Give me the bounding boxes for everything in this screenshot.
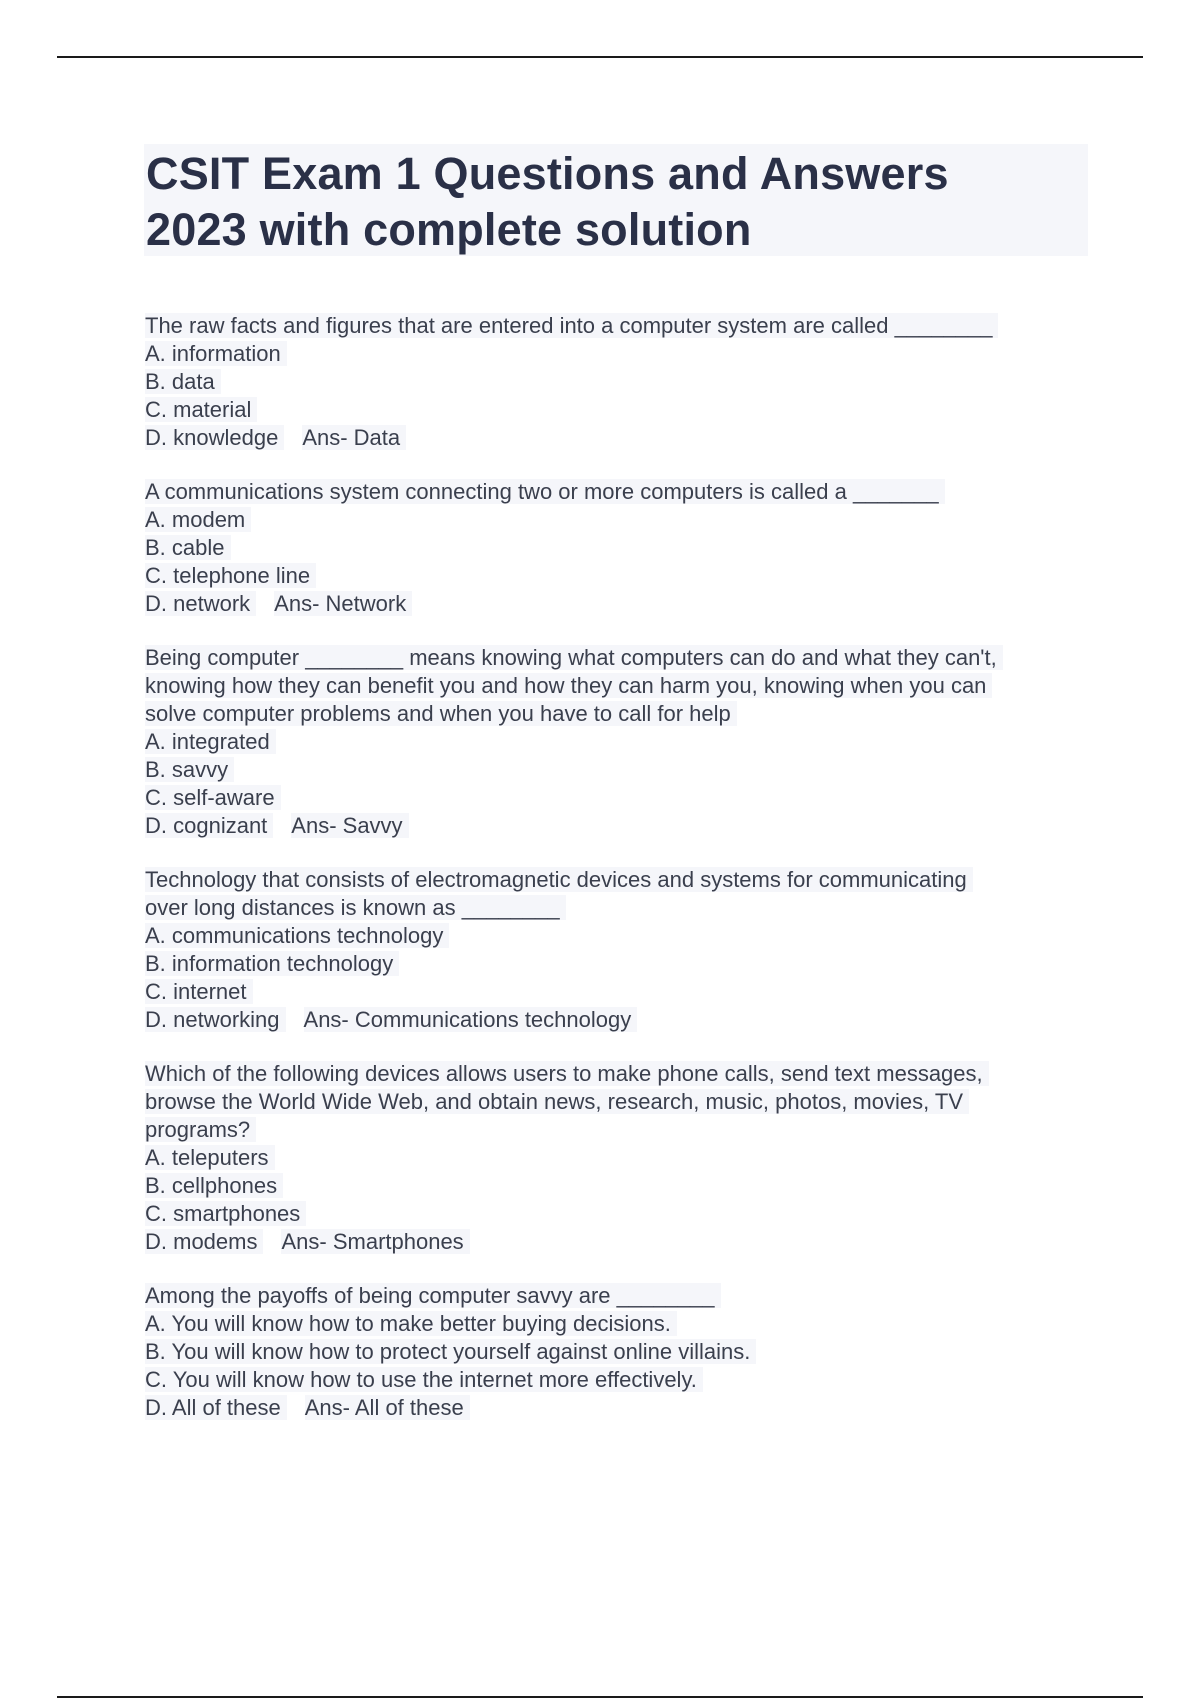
question-block <box>145 1060 1095 1256</box>
option-text: B. cellphones <box>145 1173 283 1198</box>
correct-answer: Ans- Network <box>274 591 412 616</box>
question-text: solve computer problems and when you have to call for help <box>145 701 737 726</box>
answer-option <box>145 1366 1095 1394</box>
answer-option <box>145 1200 1095 1228</box>
answer-option <box>145 756 1095 784</box>
answer-option <box>145 950 1095 978</box>
question-text: over long distances is known as ________ <box>145 895 566 920</box>
question-text-line <box>145 1060 1095 1088</box>
question-text-line <box>145 672 1095 700</box>
correct-answer: Ans- Communications technology <box>304 1007 638 1032</box>
question-block <box>145 478 1095 618</box>
question-block <box>145 312 1095 452</box>
question-text-line <box>145 644 1095 672</box>
option-text: B. You will know how to protect yourself against online villains. <box>145 1339 756 1364</box>
option-text: A. modem <box>145 507 251 532</box>
question-text-line <box>145 478 1095 506</box>
option-text: C. self-aware <box>145 785 281 810</box>
answer-option <box>145 590 1095 618</box>
question-text: programs? <box>145 1117 256 1142</box>
option-text: D. cognizant <box>145 813 273 838</box>
question-block <box>145 866 1095 1034</box>
answer-option <box>145 1310 1095 1338</box>
answer-option <box>145 1172 1095 1200</box>
option-text: C. smartphones <box>145 1201 306 1226</box>
option-text: D. modems <box>145 1229 263 1254</box>
option-text: D. networking <box>145 1007 286 1032</box>
option-text: C. material <box>145 397 257 422</box>
question-block <box>145 644 1095 840</box>
correct-answer: Ans- Savvy <box>291 813 408 838</box>
correct-answer: Ans- Smartphones <box>281 1229 469 1254</box>
question-text-line <box>145 1116 1095 1144</box>
option-text: D. knowledge <box>145 425 284 450</box>
option-text: A. You will know how to make better buying decisions. <box>145 1311 677 1336</box>
question-text: Which of the following devices allows users to make phone calls, send text messages, <box>145 1061 989 1086</box>
question-text: knowing how they can benefit you and how they can harm you, knowing when you can <box>145 673 992 698</box>
answer-option <box>145 728 1095 756</box>
option-text: C. You will know how to use the internet more effectively. <box>145 1367 703 1392</box>
answer-option <box>145 812 1095 840</box>
answer-option <box>145 1006 1095 1034</box>
title-line-1: CSIT Exam 1 Questions and Answers <box>146 148 949 199</box>
answer-option <box>145 368 1095 396</box>
option-text: C. telephone line <box>145 563 316 588</box>
option-text: B. information technology <box>145 951 399 976</box>
document-title <box>146 146 1086 258</box>
answer-option <box>145 1338 1095 1366</box>
answer-option <box>145 340 1095 368</box>
answer-option <box>145 1144 1095 1172</box>
question-text-line <box>145 312 1095 340</box>
correct-answer: Ans- All of these <box>305 1395 470 1420</box>
questions-list <box>145 312 1095 1448</box>
option-text: A. integrated <box>145 729 276 754</box>
option-text: A. teleputers <box>145 1145 275 1170</box>
answer-option <box>145 534 1095 562</box>
question-text: Being computer ________ means knowing what computers can do and what they can't, <box>145 645 1003 670</box>
option-text: B. cable <box>145 535 231 560</box>
option-text: D. network <box>145 591 256 616</box>
question-text: browse the World Wide Web, and obtain news, research, music, photos, movies, TV <box>145 1089 969 1114</box>
question-block <box>145 1282 1095 1422</box>
answer-option <box>145 424 1095 452</box>
option-text: A. information <box>145 341 287 366</box>
question-text: The raw facts and figures that are entered into a computer system are called ________ <box>145 313 998 338</box>
answer-option <box>145 922 1095 950</box>
option-text: B. savvy <box>145 757 234 782</box>
option-text: D. All of these <box>145 1395 287 1420</box>
question-text: Technology that consists of electromagnetic devices and systems for communicating <box>145 867 973 892</box>
answer-option <box>145 978 1095 1006</box>
top-rule <box>57 56 1143 58</box>
title-line-2: 2023 with complete solution <box>146 204 752 255</box>
answer-option <box>145 562 1095 590</box>
option-text: C. internet <box>145 979 253 1004</box>
answer-option <box>145 396 1095 424</box>
correct-answer: Ans- Data <box>302 425 406 450</box>
question-text: Among the payoffs of being computer savvy are ________ <box>145 1283 721 1308</box>
question-text-line <box>145 894 1095 922</box>
question-text-line <box>145 1282 1095 1310</box>
option-text: B. data <box>145 369 221 394</box>
bottom-rule <box>57 1696 1143 1698</box>
question-text-line <box>145 1088 1095 1116</box>
question-text-line <box>145 700 1095 728</box>
question-text: A communications system connecting two or more computers is called a _______ <box>145 479 945 504</box>
answer-option <box>145 1394 1095 1422</box>
option-text: A. communications technology <box>145 923 449 948</box>
answer-option <box>145 506 1095 534</box>
answer-option <box>145 784 1095 812</box>
question-text-line <box>145 866 1095 894</box>
answer-option <box>145 1228 1095 1256</box>
